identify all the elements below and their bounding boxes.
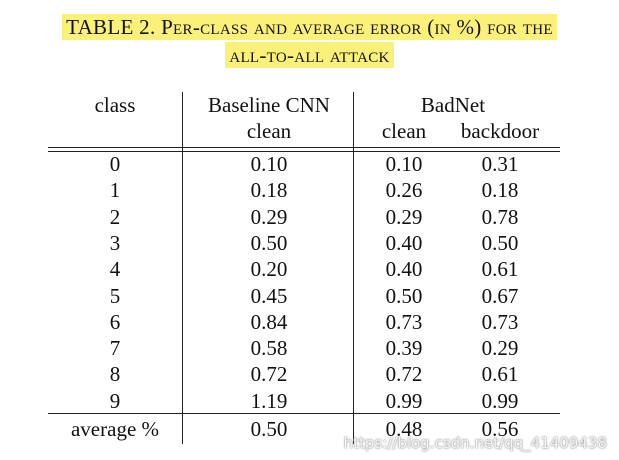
row-baseline-clean: 0.50 [250,230,288,255]
row-badnet-clean: 0.40 [385,230,423,255]
row-baseline-clean: 0.18 [250,178,288,203]
row-badnet-backdoor: 0.73 [481,309,519,334]
row-badnet-backdoor: 0.61 [481,257,519,282]
row-baseline-clean: 0.29 [250,204,288,229]
header-badnet: BadNet [420,93,486,117]
header-badnet-backdoor: backdoor [460,119,540,143]
row-baseline-clean: 0.72 [250,362,288,387]
row-badnet-backdoor: 0.50 [481,230,519,255]
average-baseline: 0.50 [250,417,288,441]
header-baseline-clean: clean [246,119,292,143]
row-class: 0 [109,152,121,176]
average-badnet-clean: 0.48 [385,417,423,441]
row-badnet-clean: 0.50 [385,283,423,308]
row-class: 5 [109,283,121,308]
row-badnet-clean: 0.10 [385,152,423,176]
row-badnet-clean: 0.40 [385,257,423,282]
average-label: average % [70,417,160,441]
row-class: 4 [109,257,121,282]
header-badnet-clean: clean [381,119,427,143]
row-class: 6 [109,309,121,334]
row-badnet-clean: 0.72 [385,362,423,387]
row-baseline-clean: 0.84 [250,309,288,334]
row-badnet-clean: 0.29 [385,204,423,229]
caption-table-label: TABLE 2. [66,15,162,39]
header-rule-top [48,147,560,148]
row-class: 1 [109,178,121,203]
row-badnet-backdoor: 0.99 [481,388,519,413]
row-class: 9 [109,388,121,413]
row-badnet-backdoor: 0.29 [481,336,519,361]
row-badnet-backdoor: 0.67 [481,283,519,308]
header-baseline-cnn: Baseline CNN [208,93,330,117]
row-badnet-clean: 0.73 [385,309,423,334]
row-baseline-clean: 0.58 [250,336,288,361]
row-badnet-backdoor: 0.61 [481,362,519,387]
caption-title-part-1: Per-class and average error (in %) for the [161,15,553,39]
caption-title-part-2: all-to-all attack [229,43,390,67]
row-class: 7 [109,336,121,361]
row-badnet-clean: 0.26 [385,178,423,203]
row-badnet-backdoor: 0.78 [481,204,519,229]
row-baseline-clean: 0.20 [250,257,288,282]
column-divider-1 [182,92,183,444]
row-baseline-clean: 1.19 [250,388,288,413]
row-class: 8 [109,362,121,387]
average-badnet-backdoor: 0.56 [481,417,519,441]
row-baseline-clean: 0.10 [250,152,288,176]
row-badnet-clean: 0.39 [385,336,423,361]
row-badnet-backdoor: 0.31 [481,152,519,176]
row-baseline-clean: 0.45 [250,283,288,308]
row-badnet-backdoor: 0.18 [481,178,519,203]
row-badnet-clean: 0.99 [385,388,423,413]
row-class: 3 [109,230,121,255]
header-class: class [94,93,136,117]
row-class: 2 [109,204,121,229]
watermark: https://blog.csdn.net/qq_41409438 [343,434,607,452]
